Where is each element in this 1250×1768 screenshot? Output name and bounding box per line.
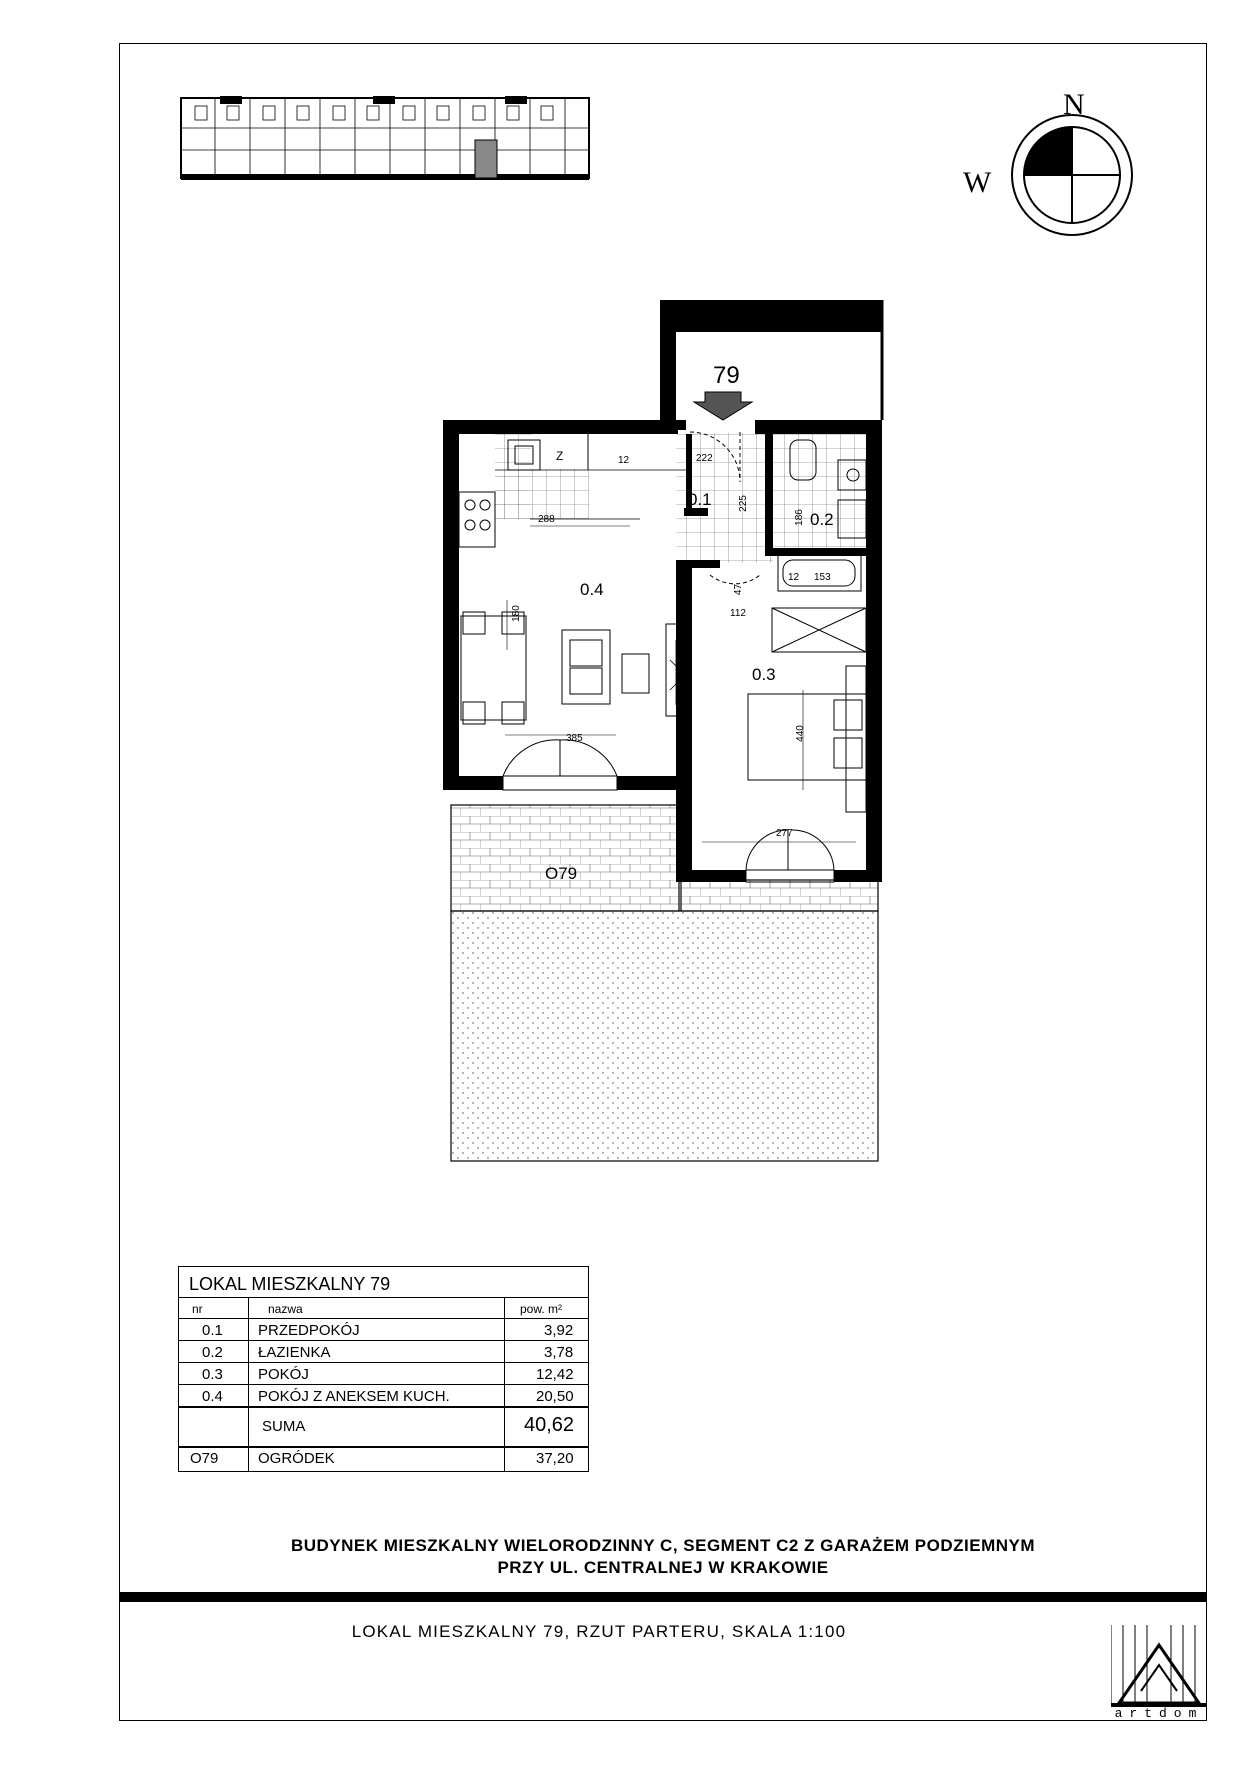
- room-label-0-2: 0.2: [810, 510, 834, 529]
- table-row-nr: 0.1: [202, 1322, 223, 1339]
- table-row-name: POKÓJ Z ANEKSEM KUCH.: [258, 1388, 450, 1405]
- room-label-0-3: 0.3: [752, 665, 776, 684]
- table-sum-label: SUMA: [262, 1418, 306, 1435]
- table-row-name: PRZEDPOKÓJ: [258, 1322, 360, 1339]
- table-row-name: ŁAZIENKA: [258, 1344, 331, 1361]
- table-row-area: 20,50: [536, 1388, 574, 1405]
- entrance-arrow-icon: [694, 392, 752, 420]
- table-row-name: POKÓJ: [258, 1366, 309, 1383]
- dimension-label: 186: [793, 509, 805, 526]
- room-label-0-1: 0.1: [688, 490, 712, 509]
- logo-text: artdom: [1114, 1706, 1204, 1721]
- compass-west-label: W: [963, 166, 992, 199]
- dimension-label: 222: [696, 453, 713, 464]
- drawing-subtitle: LOKAL MIESZKALNY 79, RZUT PARTERU, SKALA 1:100: [351, 1622, 847, 1641]
- room-label-0-4: 0.4: [580, 580, 604, 599]
- table-row-area: 3,78: [544, 1344, 574, 1361]
- table-header-area: pow. m²: [520, 1302, 563, 1316]
- caption-line-2: PRZY UL. CENTRALNEJ W KRAKOWIE: [497, 1558, 829, 1577]
- table-header-name: nazwa: [268, 1302, 303, 1316]
- dimension-label: 153: [814, 572, 831, 583]
- table-title: LOKAL MIESZKALNY 79: [178, 1266, 589, 1298]
- table-row-nr: O79: [190, 1450, 219, 1467]
- dimension-label: 277: [776, 828, 793, 839]
- dimension-label: 180: [510, 605, 522, 622]
- dimension-label: 225: [737, 495, 749, 512]
- dimension-label: 385: [566, 733, 583, 744]
- compass-north-label: N: [1063, 88, 1085, 121]
- garden-area: [451, 911, 878, 1161]
- dimension-label: Z: [556, 449, 564, 463]
- table-row-nr: 0.2: [202, 1344, 223, 1361]
- dimension-label: 12: [618, 455, 630, 466]
- table-row-nr: 0.4: [202, 1388, 223, 1405]
- dimension-label: 112: [730, 608, 746, 619]
- unit-number-label: 79: [713, 362, 740, 389]
- table-row-name: OGRÓDEK: [258, 1450, 335, 1467]
- dimension-label: 440: [794, 725, 806, 742]
- dimension-label: 47: [733, 583, 745, 596]
- terrace-area: [451, 805, 679, 911]
- table-row-area: 12,42: [536, 1366, 574, 1383]
- caption-line-1: BUDYNEK MIESZKALNY WIELORODZINNY C, SEGMENT C2 Z GARAŻEM PODZIEMNYM: [290, 1536, 1036, 1555]
- garden-label: O79: [545, 864, 578, 883]
- table-header-nr: nr: [192, 1302, 203, 1316]
- table-row-nr: 0.3: [202, 1366, 223, 1383]
- divider: [119, 1592, 1207, 1602]
- table-row-area: 3,92: [544, 1322, 574, 1339]
- table-sum-value: 40,62: [524, 1414, 575, 1436]
- dimension-label: 288: [538, 514, 555, 525]
- table-row-area: 37,20: [536, 1450, 574, 1467]
- dimension-label: 12: [788, 572, 800, 583]
